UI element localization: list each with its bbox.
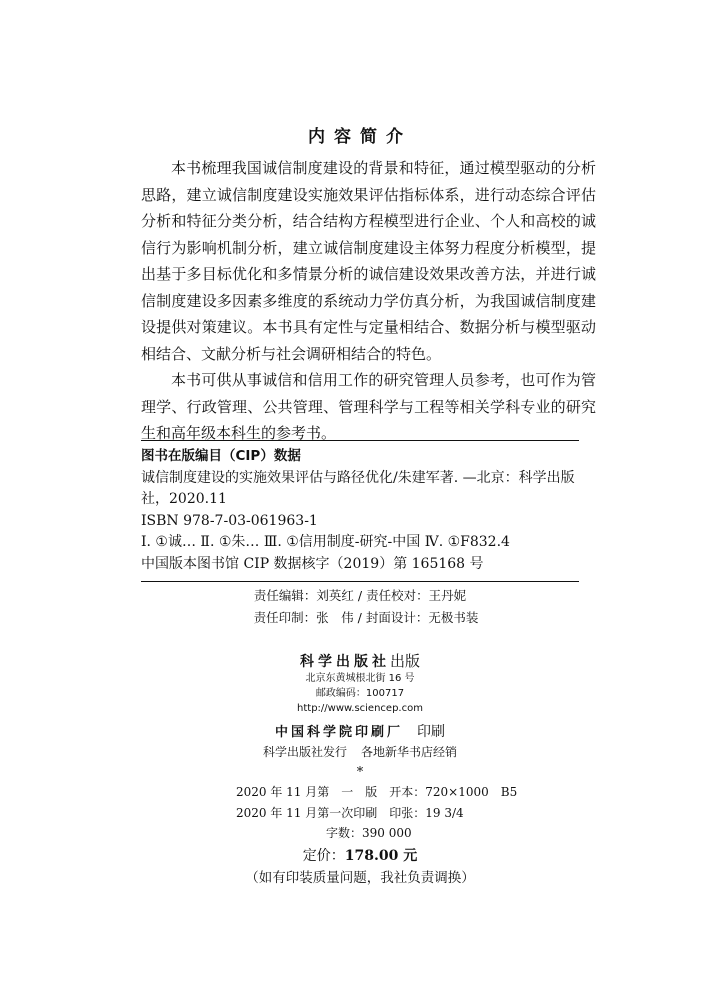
intro-title: 内容简介 [308, 127, 412, 147]
printer-brand: 中国科学院印刷厂 [274, 725, 403, 740]
publisher-brand: 科学出版社 [299, 654, 390, 670]
distribution-seller: 各地新华书店经销 [361, 745, 458, 759]
cip-isbn: ISBN 978-7-03-061963-1 [141, 512, 318, 529]
publisher-address: 北京东黄城根北街 16 号 [305, 673, 415, 684]
price-label: 定价： [302, 848, 345, 864]
editors-block [0, 585, 720, 629]
price-line [0, 845, 720, 865]
word-count: 字数：390 000 [326, 826, 412, 840]
printer-line [0, 721, 720, 741]
cip-title-line: 诚信制度建设的实施效果评估与路径优化/朱建军著. —北京：科学出版社，2020.11 [141, 469, 575, 507]
publisher-line [0, 650, 720, 671]
editors-line-1: 责任编辑：刘英红 / 责任校对：王丹妮 [253, 588, 467, 603]
publisher-url: http://www.sciencep.com [297, 703, 423, 714]
distribution-publisher: 科学出版社发行 [262, 745, 347, 759]
separator-asterisk: * [356, 765, 364, 780]
cip-heading: 图书在版编目（CIP）数据 [141, 448, 301, 464]
cip-classification: Ⅰ. ①诚… Ⅱ. ①朱… Ⅲ. ①信用制度-研究-中国 Ⅳ. ①F832.4 [141, 534, 510, 550]
quality-notice: （如有印装质量问题，我社负责调换） [245, 870, 475, 886]
intro-body [141, 155, 596, 447]
publisher-suffix: 出版 [389, 652, 420, 670]
price-value: 178.00 元 [344, 848, 418, 864]
cip-bottom-rule [141, 581, 579, 582]
edition-line-2: 2020 年 11 月第一次印刷 印张：19 3/4 [236, 806, 464, 820]
publisher-zip: 邮政编码：100717 [315, 688, 405, 699]
intro-paragraph-2: 本书可供从事诚信和信用工作的研究管理人员参考，也可作为管理学、行政管理、公共管理、管理科学与工程等相关学科专业的研究生和高年级本科生的参考书。 [141, 371, 596, 442]
editors-line-2: 责任印制：张 伟 / 封面设计：无极书装 [253, 610, 479, 625]
intro-paragraph-1: 本书梳理我国诚信制度建设的背景和特征，通过模型驱动的分析思路，建立诚信制度建设实施效果评估指标体系，进行动态综合评估分析和特征分类分析，结合结构方程模型进行企业、个人和高校的诚信行为影响机制分析，建立诚信制度建设主体努力程度分析模型，提出基于多目标优化和多情景分析的诚信建设效果改善方法，并进行诚信制度建设多因素多维度的系统动力学仿真分析，为我国诚信制度建设提供对策建议。本书具有定性与定量相结合、数据分析与模型驱动相结合、文献分析与社会调研相结合的特色。 [141, 159, 596, 363]
cip-top-rule [141, 440, 579, 441]
cip-block [141, 446, 579, 575]
edition-line-1: 2020 年 11 月第 一 版 开本：720×1000 B5 [236, 785, 518, 799]
cip-record: 中国版本图书馆 CIP 数据核字（2019）第 165168 号 [141, 555, 484, 572]
printer-suffix: 印刷 [417, 724, 445, 740]
distribution-line [0, 743, 720, 760]
